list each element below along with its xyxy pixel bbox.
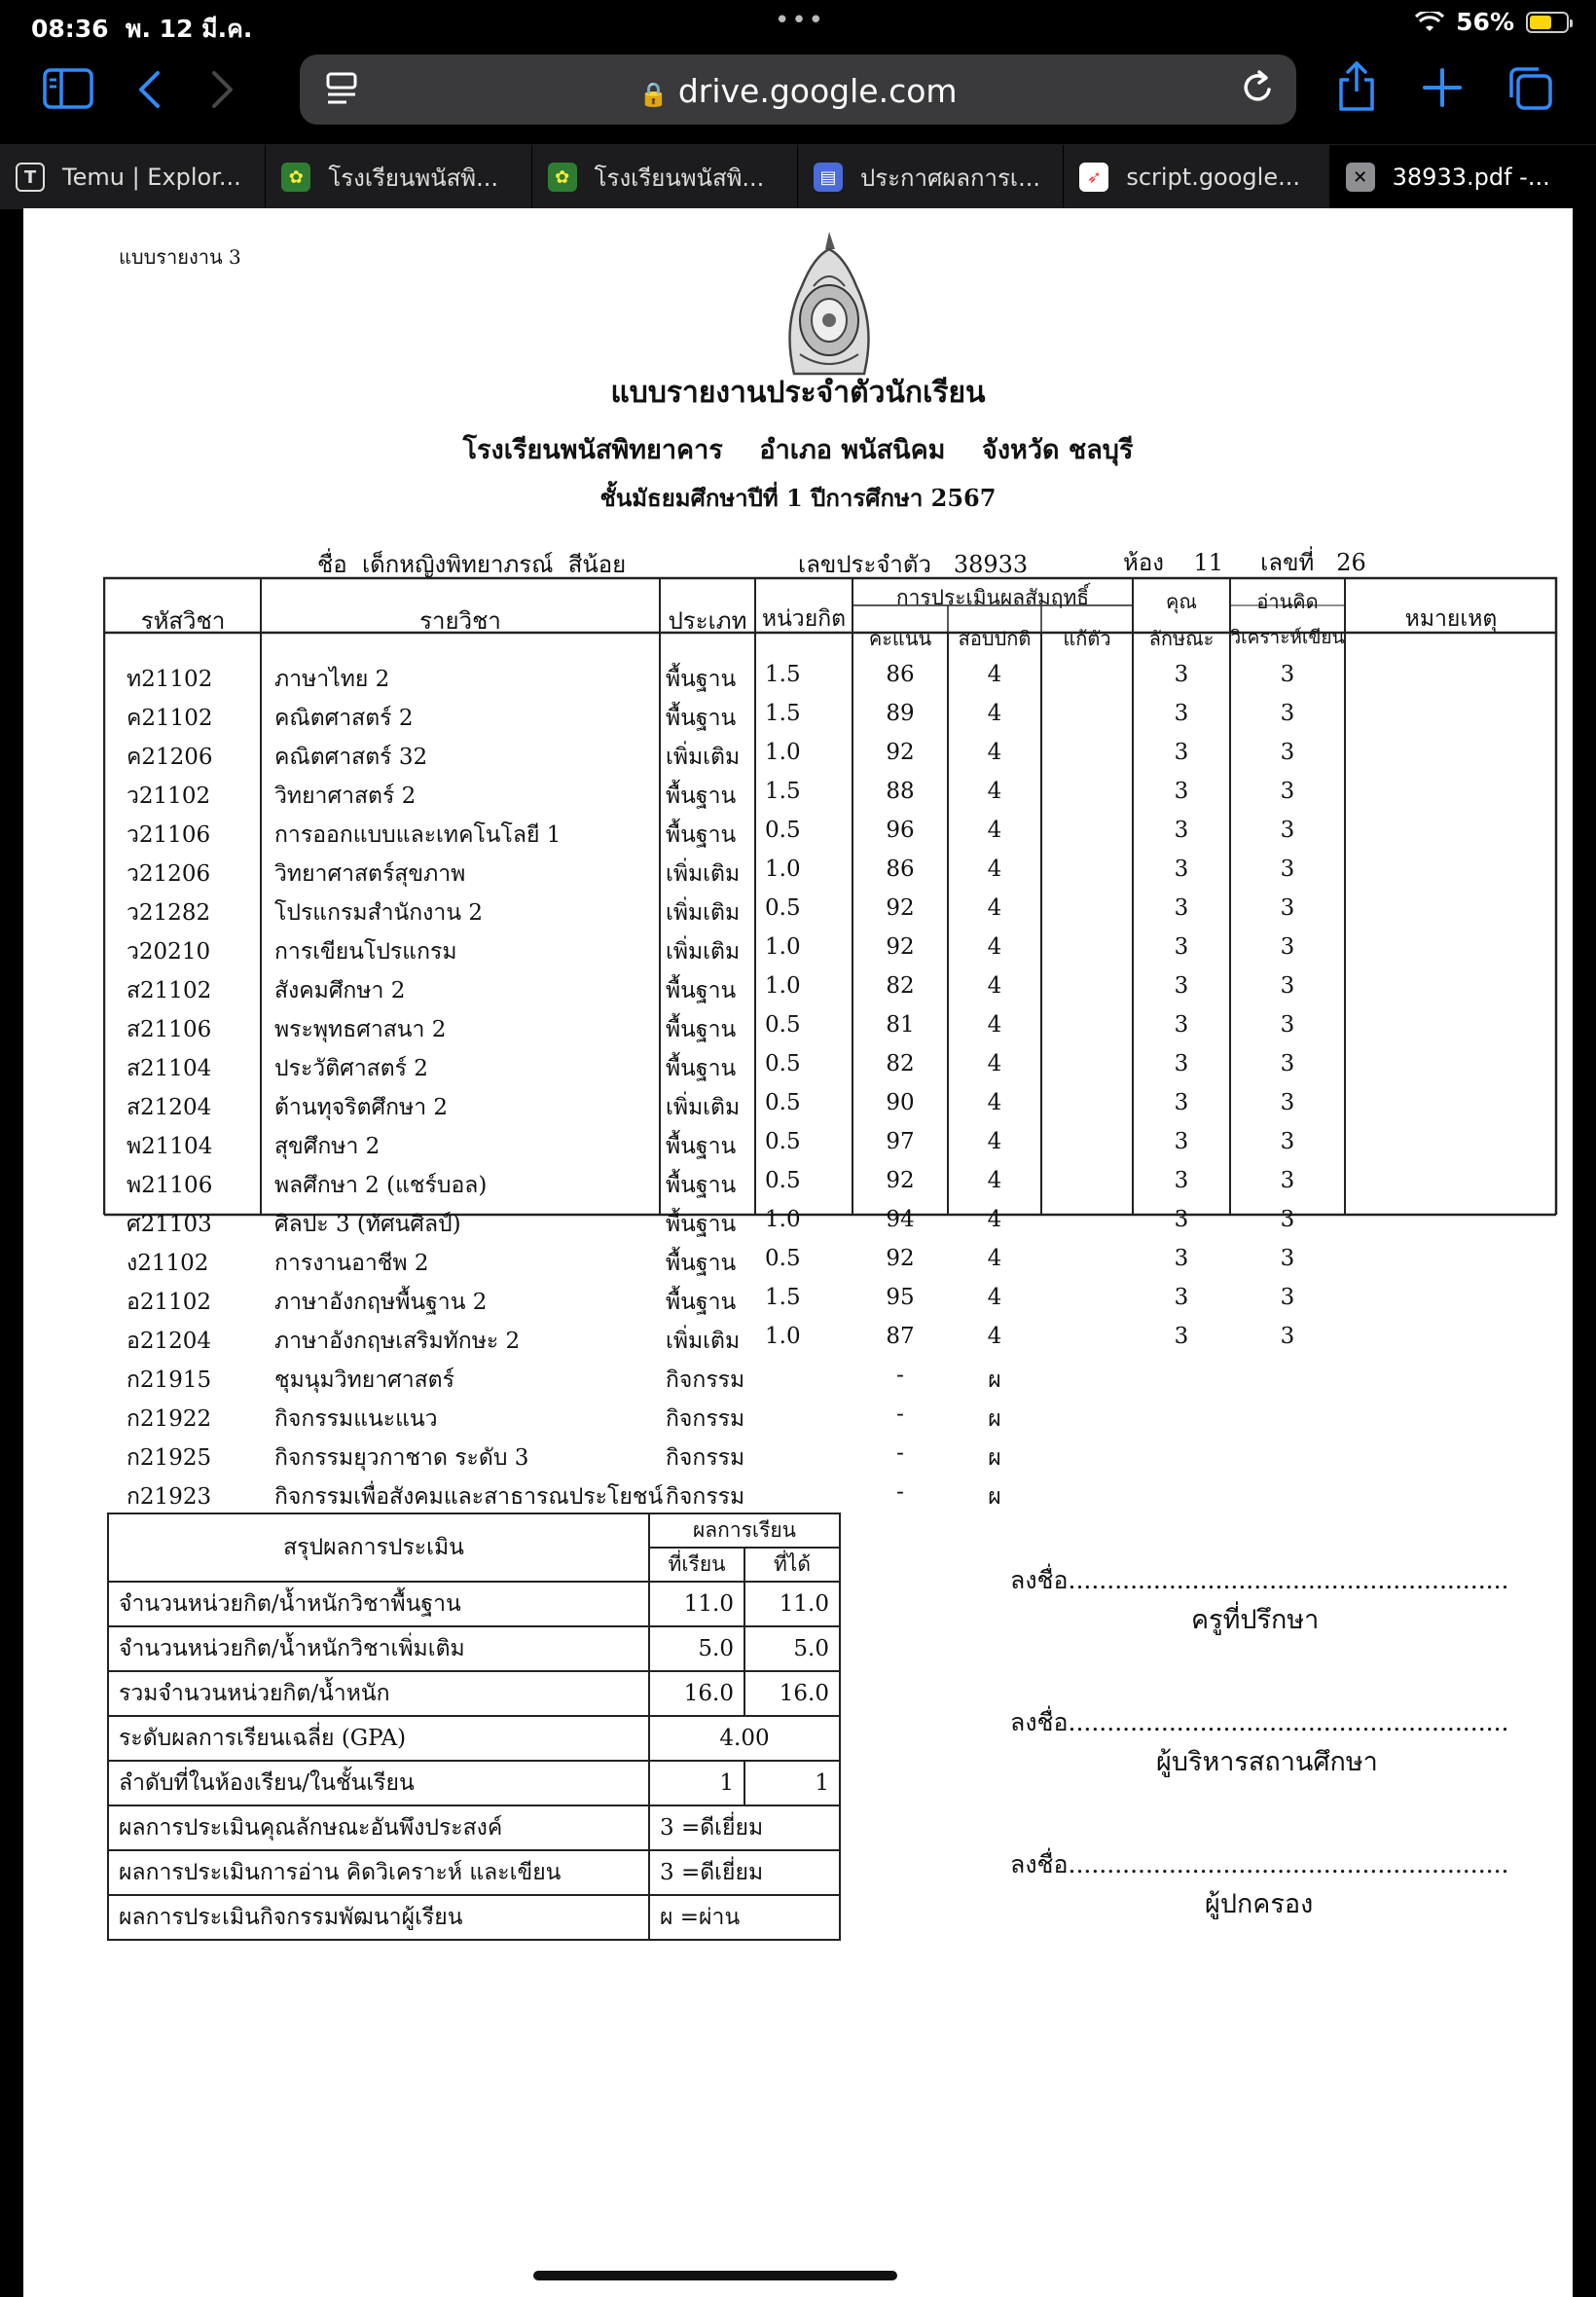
sidebar-icon[interactable] xyxy=(43,68,93,109)
cell-subject: ภาษาอังกฤษเสริมทักษะ 2 xyxy=(274,1329,521,1354)
header-subject: รายวิชา xyxy=(419,607,501,635)
cell-score: 86 xyxy=(886,857,915,882)
cell-code: ก21923 xyxy=(127,1484,212,1510)
cell-grade: 4 xyxy=(987,895,1002,921)
cell-grade: 4 xyxy=(987,740,1002,765)
signature-line-director: ลงชื่อ......................................................... xyxy=(1010,1708,1509,1736)
cell-type: พื้นฐาน xyxy=(666,1134,737,1159)
header-trait-2: ลักษณะ xyxy=(1148,627,1215,650)
cell-credit: 0.5 xyxy=(765,1090,801,1115)
cell-credit: 1.0 xyxy=(765,740,801,765)
cell-type: เพิ่มเติม xyxy=(666,745,741,770)
cell-trait: 3 xyxy=(1174,1012,1189,1038)
cell-grade: ผ xyxy=(988,1445,1001,1471)
cell-trait: 3 xyxy=(1174,1129,1189,1154)
cell-read: 3 xyxy=(1280,895,1295,921)
header-note: หมายเหตุ xyxy=(1404,606,1498,632)
summary-title: สรุปผลการประเมิน xyxy=(108,1513,649,1582)
cell-code: ว21282 xyxy=(127,900,211,926)
summary-row: จำนวนหน่วยกิต/น้ำหนักวิชาเพิ่มเติม 5.0 5.0 xyxy=(108,1626,840,1671)
cell-grade: 4 xyxy=(987,857,1002,882)
cell-subject: กิจกรรมยุวกาชาด ระดับ 3 xyxy=(274,1445,529,1471)
cell-trait: 3 xyxy=(1174,857,1189,882)
reading-value: 3 =ดีเยี่ยม xyxy=(649,1850,840,1895)
cell-score: 92 xyxy=(886,1246,915,1271)
cell-credit: 1.5 xyxy=(765,1285,801,1310)
cell-code: ศ21103 xyxy=(127,1212,212,1237)
cell-score: 95 xyxy=(886,1285,915,1310)
tab-temu[interactable]: T Temu | Explor... xyxy=(0,145,266,209)
reload-icon[interactable] xyxy=(1240,68,1275,107)
tab-school-2[interactable]: ✿ โรงเรียนพนัสพิ... xyxy=(532,145,798,209)
battery-percent: 56% xyxy=(1456,8,1514,36)
cell-code: ก21925 xyxy=(127,1445,212,1471)
cell-type: พื้นฐาน xyxy=(666,667,737,692)
cell-read: 3 xyxy=(1280,934,1295,960)
cell-type: พื้นฐาน xyxy=(666,1173,737,1198)
cell-code: ง21102 xyxy=(127,1251,209,1276)
cell-read: 3 xyxy=(1280,740,1295,765)
forward-icon[interactable] xyxy=(210,70,236,109)
cell-trait: 3 xyxy=(1174,740,1189,765)
forms-favicon-icon: ▤ xyxy=(814,163,843,192)
cell-read: 3 xyxy=(1280,973,1295,999)
cell-grade: 4 xyxy=(987,818,1002,843)
cell-trait: 3 xyxy=(1174,662,1189,687)
signature-role-advisor: ครูที่ปรึกษา xyxy=(1191,1605,1320,1635)
cell-grade: ผ xyxy=(988,1406,1001,1432)
signature-line-advisor: ลงชื่อ......................................................... xyxy=(1010,1566,1509,1594)
new-tab-icon[interactable] xyxy=(1423,68,1462,107)
cell-credit: 1.0 xyxy=(765,1207,801,1232)
cell-grade: 4 xyxy=(987,1012,1002,1038)
share-icon[interactable] xyxy=(1335,60,1378,113)
cell-score: 88 xyxy=(886,779,915,804)
cell-type: กิจกรรม xyxy=(666,1367,745,1393)
cell-subject: ต้านทุจริตศึกษา 2 xyxy=(274,1095,449,1120)
cell-grade: 4 xyxy=(987,1246,1002,1271)
cell-trait: 3 xyxy=(1174,934,1189,960)
cell-read: 3 xyxy=(1280,818,1295,843)
summary-row: รวมจำนวนหน่วยกิต/น้ำหนัก 16.0 16.0 xyxy=(108,1671,840,1716)
cell-type: พื้นฐาน xyxy=(666,1251,737,1276)
status-bar xyxy=(0,0,1596,47)
cell-read: 3 xyxy=(1280,662,1295,687)
header-normal: สอบปกติ xyxy=(958,627,1032,650)
cell-type: พื้นฐาน xyxy=(666,784,737,809)
cell-trait: 3 xyxy=(1174,1246,1189,1271)
cell-score: 96 xyxy=(886,818,915,843)
cell-subject: สุขศึกษา 2 xyxy=(274,1134,381,1159)
student-id: 38933 xyxy=(953,551,1029,578)
cell-score: 92 xyxy=(886,740,915,765)
cell-read: 3 xyxy=(1280,1129,1295,1154)
room-number: 11 xyxy=(1193,549,1224,576)
cell-score: - xyxy=(896,1440,904,1466)
cell-score: 92 xyxy=(886,934,915,960)
cell-code: ว21206 xyxy=(127,861,211,887)
cell-subject: พลศึกษา 2 (แชร์บอล) xyxy=(274,1173,488,1198)
cell-read: 3 xyxy=(1280,1285,1295,1310)
cell-read: 3 xyxy=(1280,1012,1295,1038)
cell-trait: 3 xyxy=(1174,895,1189,921)
cell-type: พื้นฐาน xyxy=(666,822,737,848)
cell-credit: 0.5 xyxy=(765,1012,801,1038)
cell-grade: 4 xyxy=(987,1129,1002,1154)
tab-bar xyxy=(0,144,1596,209)
header-score: คะแนน xyxy=(868,627,932,650)
browser-toolbar xyxy=(0,47,1596,144)
cell-score: - xyxy=(896,1402,904,1427)
cell-read: 3 xyxy=(1280,701,1295,726)
cell-read: 3 xyxy=(1280,1051,1295,1076)
tab-school-1[interactable]: ✿ โรงเรียนพนัสพิ... xyxy=(266,145,531,209)
cell-type: เพิ่มเติม xyxy=(666,861,741,887)
tab-overview-icon[interactable] xyxy=(1506,66,1553,111)
cell-score: 81 xyxy=(886,1012,915,1038)
cell-score: 94 xyxy=(886,1207,915,1232)
cell-code: อ21204 xyxy=(127,1329,211,1354)
cell-code: ก21922 xyxy=(127,1406,212,1432)
lock-icon: 🔒 xyxy=(638,81,669,108)
cell-score: 92 xyxy=(886,895,915,921)
cell-type: เพิ่มเติม xyxy=(666,900,741,926)
cell-credit: 0.5 xyxy=(765,1246,801,1271)
cell-credit: 1.5 xyxy=(765,701,801,726)
header-read: อ่านคิด xyxy=(1256,590,1319,613)
header-code: รหัสวิชา xyxy=(140,607,226,635)
gpa-row: ระดับผลการเรียนเฉลี่ย (GPA) 4.00 xyxy=(108,1716,840,1761)
cell-credit: 1.0 xyxy=(765,973,801,999)
cell-score: 97 xyxy=(886,1129,915,1154)
cell-credit: 1.5 xyxy=(765,662,801,687)
summary-studied-header: ที่เรียน xyxy=(649,1548,744,1582)
signature-line-parent: ลงชื่อ......................................................... xyxy=(1010,1850,1509,1878)
tab-apps-script[interactable]: ➶ script.google... xyxy=(1064,145,1329,209)
trait-value: 3 =ดีเยี่ยม xyxy=(649,1805,840,1850)
header-read-2: วิเคราะห์เขียน xyxy=(1230,627,1345,648)
cell-subject: กิจกรรมแนะแนว xyxy=(274,1406,438,1432)
activity-value: ผ =ผ่าน xyxy=(649,1895,840,1940)
rank-row: ลำดับที่ในห้องเรียน/ในชั้นเรียน 1 1 xyxy=(108,1761,840,1805)
cell-subject: คณิตศาสตร์ 32 xyxy=(274,745,428,770)
cell-score: 92 xyxy=(886,1168,915,1193)
cell-subject: ภาษาอังกฤษพื้นฐาน 2 xyxy=(274,1290,488,1315)
summary-row: จำนวนหน่วยกิต/น้ำหนักวิชาพื้นฐาน 11.0 11.0 xyxy=(108,1582,840,1626)
cell-credit: 0.5 xyxy=(765,1051,801,1076)
cell-trait: 3 xyxy=(1174,1285,1189,1310)
cell-trait: 3 xyxy=(1174,818,1189,843)
header-credit: หน่วยกิต xyxy=(761,606,847,632)
cell-read: 3 xyxy=(1280,779,1295,804)
multitasking-dots-icon[interactable]: ••• xyxy=(775,6,826,35)
cell-credit: 1.0 xyxy=(765,857,801,882)
cell-credit: 0.5 xyxy=(765,1129,801,1154)
header-assessment: การประเมินผลสัมฤทธิ์ xyxy=(895,586,1090,609)
cell-code: อ21102 xyxy=(127,1290,211,1315)
cell-credit: 0.5 xyxy=(765,1168,801,1193)
summary-earned-header: ที่ได้ xyxy=(744,1548,840,1582)
address-bar[interactable] xyxy=(300,55,1296,125)
header-trait: คุณ xyxy=(1166,590,1197,613)
cell-grade: 4 xyxy=(987,1168,1002,1193)
seat-number: 26 xyxy=(1336,549,1366,576)
gpa-value: 4.00 xyxy=(649,1716,840,1761)
cell-subject: ชุมนุมวิทยาศาสตร์ xyxy=(274,1367,454,1393)
room-row: ห้อง 11 เลขที่ 26 xyxy=(1123,549,1366,576)
cell-trait: 3 xyxy=(1174,1207,1189,1232)
wifi-icon xyxy=(1415,12,1444,33)
header-type: ประเภท xyxy=(668,607,747,635)
cell-score: 90 xyxy=(886,1090,915,1115)
cell-trait: 3 xyxy=(1174,1051,1189,1076)
cell-trait: 3 xyxy=(1174,779,1189,804)
cell-subject: การออกแบบและเทคโนโลยี 1 xyxy=(274,822,562,848)
activity-row: ผลการประเมินกิจกรรมพัฒนาผู้เรียน ผ =ผ่าน xyxy=(108,1895,840,1940)
cell-trait: 3 xyxy=(1174,973,1189,999)
cell-code: ส21204 xyxy=(127,1095,212,1120)
cell-subject: คณิตศาสตร์ 2 xyxy=(274,706,414,731)
cell-subject: ประวัติศาสตร์ 2 xyxy=(274,1056,428,1081)
cell-grade: 4 xyxy=(987,973,1002,999)
school-favicon-icon: ✿ xyxy=(548,163,577,192)
cell-read: 3 xyxy=(1280,857,1295,882)
cell-type: เพิ่มเติม xyxy=(666,1329,741,1354)
cell-trait: 3 xyxy=(1174,701,1189,726)
cell-type: พื้นฐาน xyxy=(666,1290,737,1315)
cell-grade: 4 xyxy=(987,1324,1002,1349)
cell-grade: 4 xyxy=(987,701,1002,726)
cell-type: พื้นฐาน xyxy=(666,978,737,1003)
cell-code: ค21206 xyxy=(127,745,213,770)
signature-role-parent: ผู้ปกครอง xyxy=(1205,1889,1314,1919)
school-line: โรงเรียนพนัสพิทยาคาร อำเภอ พนัสนิคม จังหวัด ชลบุรี xyxy=(462,435,1134,465)
cell-subject: การงานอาชีพ 2 xyxy=(274,1251,429,1276)
cell-code: ว21102 xyxy=(127,784,211,809)
cell-grade: 4 xyxy=(987,779,1002,804)
cell-read: 3 xyxy=(1280,1090,1295,1115)
cell-read: 3 xyxy=(1280,1168,1295,1193)
cell-type: พื้นฐาน xyxy=(666,1017,737,1042)
cell-grade: 4 xyxy=(987,1090,1002,1115)
signature-role-director: ผู้บริหารสถานศึกษา xyxy=(1156,1747,1378,1777)
cell-type: พื้นฐาน xyxy=(666,706,737,731)
form-label: แบบรายงาน 3 xyxy=(119,245,241,269)
cell-code: ว20210 xyxy=(127,939,211,965)
cell-code: ส21106 xyxy=(127,1017,212,1042)
cell-code: ก21915 xyxy=(127,1367,212,1393)
student-id-row: เลขประจำตัว 38933 xyxy=(798,551,1029,578)
summary-result-header: ผลการเรียน xyxy=(649,1513,840,1548)
cell-read: 3 xyxy=(1280,1324,1295,1349)
header-retake: แก้ตัว xyxy=(1063,627,1111,650)
cell-code: ท21102 xyxy=(127,667,213,692)
cell-grade: ผ xyxy=(988,1367,1001,1393)
cell-grade: 4 xyxy=(987,662,1002,687)
cell-code: พ21104 xyxy=(127,1134,213,1159)
cell-type: พื้นฐาน xyxy=(666,1212,737,1237)
cell-score: 87 xyxy=(886,1324,915,1349)
cell-grade: 4 xyxy=(987,1285,1002,1310)
cell-trait: 3 xyxy=(1174,1168,1189,1193)
cell-read: 3 xyxy=(1280,1246,1295,1271)
cell-type: เพิ่มเติม xyxy=(666,1095,741,1120)
temu-favicon-icon: T xyxy=(16,163,45,192)
student-name: เด็กหญิงพิทยาภรณ์ สีน้อย xyxy=(361,551,627,578)
cell-read: 3 xyxy=(1280,1207,1295,1232)
cell-subject: ภาษาไทย 2 xyxy=(274,667,390,692)
cell-type: เพิ่มเติม xyxy=(666,939,741,965)
student-name-row: ชื่อ เด็กหญิงพิทยาภรณ์ สีน้อย xyxy=(317,551,627,578)
cell-credit: 0.5 xyxy=(765,895,801,921)
reading-row: ผลการประเมินการอ่าน คิดวิเคราะห์ และเขียน 3 =ดีเยี่ยม xyxy=(108,1850,840,1895)
back-icon[interactable] xyxy=(136,70,162,109)
report-title: แบบรายงานประจำตัวนักเรียน xyxy=(610,376,986,410)
rank-room: 1 xyxy=(649,1761,744,1805)
status-date: พ. 12 มี.ค. xyxy=(126,15,253,43)
cell-subject: กิจกรรมเพื่อสังคมและสาธารณประโยชน์ xyxy=(274,1484,664,1510)
school-crest-icon xyxy=(775,228,884,383)
summary-table xyxy=(107,1513,841,1941)
cell-trait: 3 xyxy=(1174,1090,1189,1115)
apps-script-favicon-icon: ➶ xyxy=(1079,163,1108,192)
cell-score: 86 xyxy=(886,662,915,687)
cell-credit: 0.5 xyxy=(765,818,801,843)
battery-icon xyxy=(1526,12,1569,33)
tab-announcement[interactable]: ▤ ประกาศผลการเ... xyxy=(798,145,1064,209)
cell-subject: ศิลปะ 3 (ทัศนศิลป์) xyxy=(274,1212,461,1237)
cell-subject: การเขียนโปรแกรม xyxy=(274,939,457,965)
cell-credit: 1.0 xyxy=(765,934,801,960)
tab-pdf[interactable]: ✕ 38933.pdf -... xyxy=(1330,145,1596,209)
cell-subject: วิทยาศาสตร์สุขภาพ xyxy=(274,861,466,887)
trait-row: ผลการประเมินคุณลักษณะอันพึงประสงค์ 3 =ดีเยี่ยม xyxy=(108,1805,840,1850)
cell-subject: พระพุทธศาสนา 2 xyxy=(274,1017,447,1042)
cell-subject: สังคมศึกษา 2 xyxy=(274,978,406,1003)
cell-grade: 4 xyxy=(987,1207,1002,1232)
cell-score: 89 xyxy=(886,701,915,726)
cell-subject: วิทยาศาสตร์ 2 xyxy=(274,784,417,809)
cell-type: พื้นฐาน xyxy=(666,1056,737,1081)
cell-code: พ21106 xyxy=(127,1173,213,1198)
cell-type: กิจกรรม xyxy=(666,1406,745,1432)
cell-grade: 4 xyxy=(987,934,1002,960)
rank-class: 1 xyxy=(744,1761,840,1805)
cell-score: 82 xyxy=(886,973,915,999)
cell-score: 82 xyxy=(886,1051,915,1076)
cell-code: ส21102 xyxy=(127,978,212,1003)
class-line: ชั้นมัธยมศึกษาปีที่ 1 ปีการศึกษา 2567 xyxy=(599,484,997,512)
cell-subject: โปรแกรมสำนักงาน 2 xyxy=(274,900,483,926)
cell-code: ส21104 xyxy=(127,1056,212,1081)
cell-score: - xyxy=(896,1479,904,1505)
cell-type: กิจกรรม xyxy=(666,1484,745,1510)
cell-type: กิจกรรม xyxy=(666,1445,745,1471)
cell-score: - xyxy=(896,1363,904,1388)
cell-code: ว21106 xyxy=(127,822,211,848)
school-favicon-icon: ✿ xyxy=(281,163,310,192)
cell-code: ค21102 xyxy=(127,706,213,731)
close-tab-icon[interactable]: ✕ xyxy=(1346,163,1375,192)
cell-grade: 4 xyxy=(987,1051,1002,1076)
pdf-page xyxy=(23,208,1573,2297)
cell-credit: 1.0 xyxy=(765,1324,801,1349)
home-indicator[interactable] xyxy=(533,2271,897,2280)
cell-credit: 1.5 xyxy=(765,779,801,804)
url-text[interactable]: 🔒 drive.google.com xyxy=(638,72,958,110)
cell-grade: ผ xyxy=(988,1484,1001,1510)
status-time: 08:36 พ. 12 มี.ค. xyxy=(31,15,253,43)
cell-trait: 3 xyxy=(1174,1324,1189,1349)
